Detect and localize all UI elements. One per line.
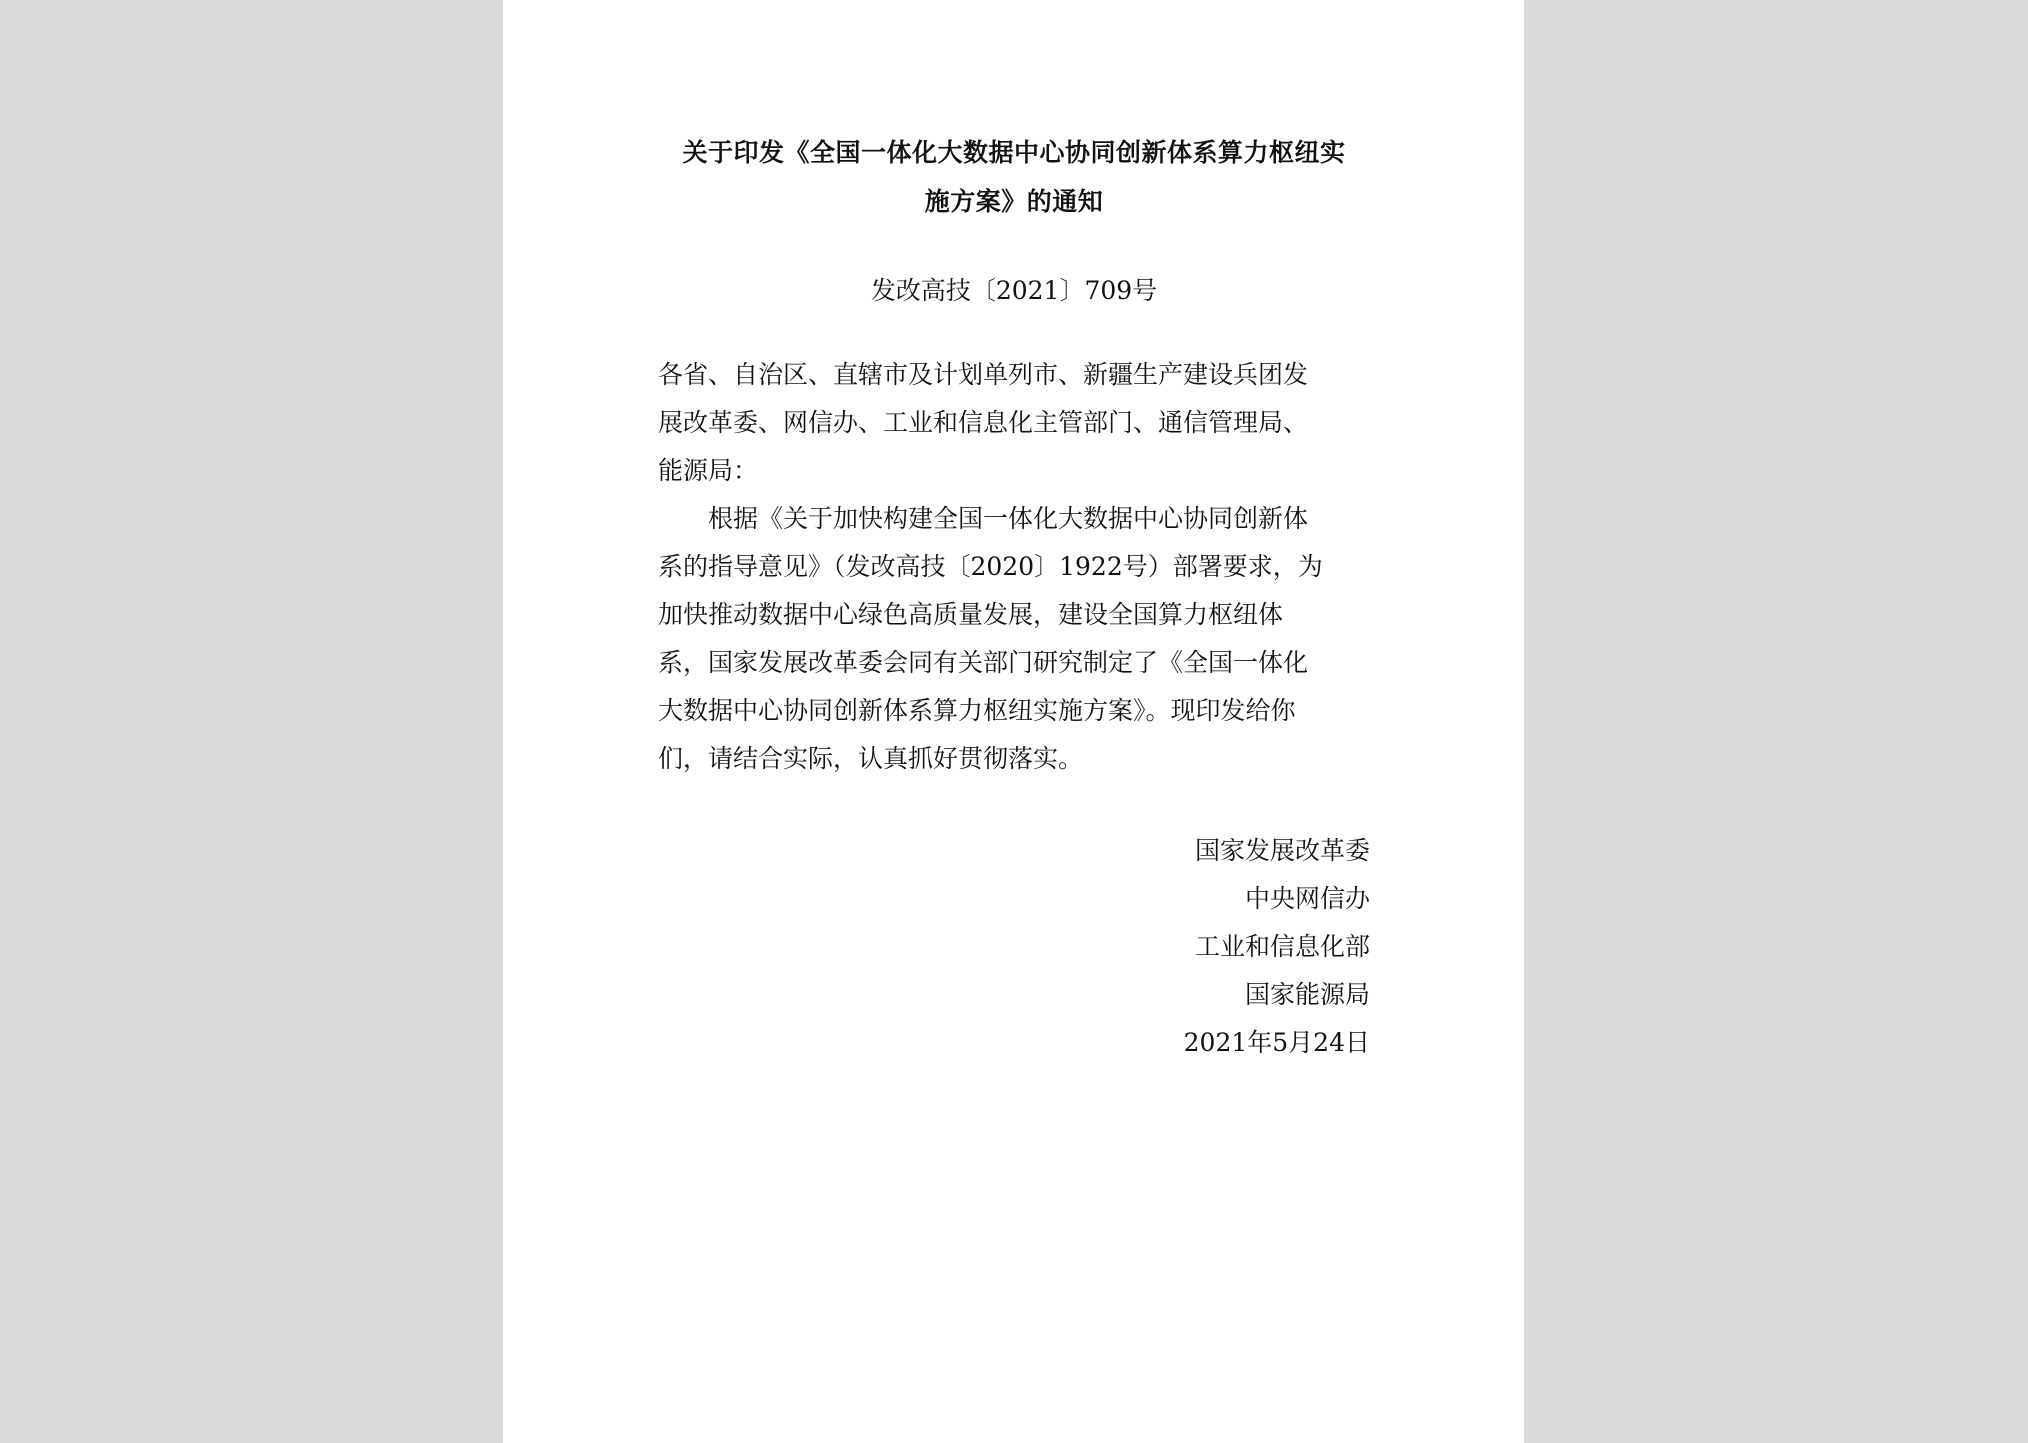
signature-block bbox=[658, 827, 1370, 1067]
addressee-line: 展改革委、网信办、工业和信息化主管部门、通信管理局、 bbox=[658, 408, 1309, 437]
signatory: 工业和信息化部 bbox=[1194, 932, 1370, 961]
title-line-1: 关于印发《全国一体化大数据中心协同创新体系算力枢纽实 bbox=[682, 138, 1346, 167]
document-number: 发改高技〔2021〕709号 bbox=[870, 276, 1158, 305]
body-line: 系，国家发展改革委会同有关部门研究制定了《全国一体化 bbox=[658, 648, 1309, 677]
signature-date: 2021年5月24日 bbox=[1183, 1028, 1370, 1057]
signatory: 中央网信办 bbox=[1244, 884, 1370, 913]
body-paragraph bbox=[658, 495, 1370, 783]
page-content bbox=[658, 128, 1370, 1067]
body-line: 系的指导意见》（发改高技〔2020〕1922号）部署要求，为 bbox=[658, 552, 1323, 581]
addressee-line: 能源局： bbox=[658, 456, 759, 485]
document-page bbox=[503, 0, 1524, 1443]
document-title bbox=[658, 128, 1370, 226]
addressee-line: 各省、自治区、直辖市及计划单列市、新疆生产建设兵团发 bbox=[658, 360, 1309, 389]
body-line: 根据《关于加快构建全国一体化大数据中心协同创新体 bbox=[658, 504, 1309, 533]
body-line: 们，请结合实际，认真抓好贯彻落实。 bbox=[658, 744, 1084, 773]
body-line: 加快推动数据中心绿色高质量发展，建设全国算力枢纽体 bbox=[658, 600, 1284, 629]
addressee-block bbox=[658, 351, 1370, 495]
body-line: 大数据中心协同创新体系算力枢纽实施方案》。现印发给你 bbox=[658, 696, 1296, 725]
title-line-2: 施方案》的通知 bbox=[924, 187, 1104, 216]
signatory: 国家发展改革委 bbox=[1194, 836, 1370, 865]
signatory: 国家能源局 bbox=[1244, 980, 1370, 1009]
